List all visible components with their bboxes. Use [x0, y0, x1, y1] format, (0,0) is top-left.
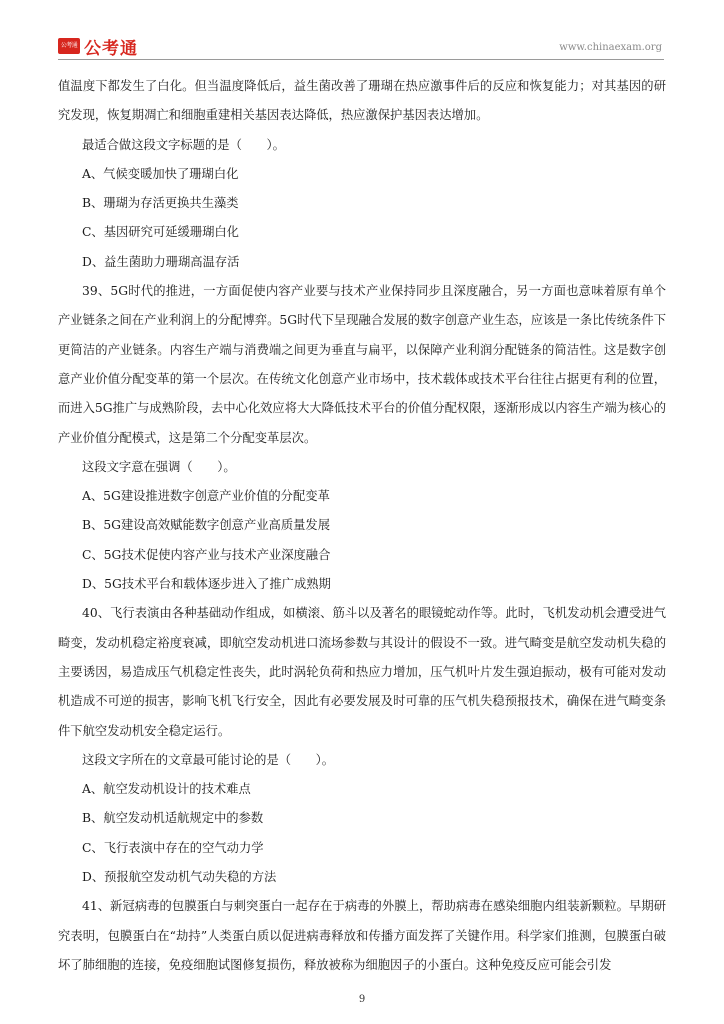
- logo-text: 公考通: [84, 39, 138, 59]
- paragraph-intro: 值温度下都发生了白化。但当温度降低后，益生菌改善了珊瑚在热应激事件后的反应和恢复能力；对其基因的研究发现，恢复期凋亡和细胞重建相关基因表达降低，热应激保护基因表达增加。: [58, 79, 666, 123]
- question-40-option-c: C、飞行表演中存在的空气动力学: [82, 840, 264, 855]
- question-40-option-a: A、航空发动机设计的技术难点: [82, 782, 251, 797]
- question-39-text: 39、5G时代的推进，一方面促使内容产业要与技术产业保持同步且深度融合，另一方面也意味着原有单个产业链条之间在产业利润上的分配博弈。5G时代下呈现融合发展的数字创意产业生态，应该是一条比传统条件下更简洁的产业链条。内容生产端与消费端之间更为垂直与扁平，以保障产业利润分配链条的简洁性。这是数字创意产业价值分配变革的第一个层次。在传统文化创意产业市场中，技术载体或技术平台往往占据更有利的位置，而进入5G推广与成熟阶段，去中心化效应将大大降低技术平台的价值分配权限，逐渐形成以内容生产端为核心的产业价值分配模式，这是第二个分配变革层次。: [58, 284, 666, 445]
- question-38-option-c: C、基因研究可延缓珊瑚白化: [82, 225, 239, 240]
- question-38-stem: 最适合做这段文字标题的是（ ）。: [82, 137, 285, 152]
- question-39-option-c: C、5G技术促使内容产业与技术产业深度融合: [82, 547, 331, 562]
- question-41-text: 41、新冠病毒的包膜蛋白与刺突蛋白一起存在于病毒的外膜上，帮助病毒在感染细胞内组装新颗粒。早期研究表明，包膜蛋白在“劫持”人类蛋白质以促进病毒释放和传播方面发挥了关键作用。科学家们推测，包膜蛋白破坏了肺细胞的连接，免疫细胞试图修复损伤，释放被称为细胞因子的小蛋白。这种免疫反应可能会引发: [58, 899, 666, 972]
- question-38-option-d: D、益生菌助力珊瑚高温存活: [82, 254, 240, 269]
- question-40-option-d: D、预报航空发动机气动失稳的方法: [82, 870, 277, 885]
- question-38-option-b: B、珊瑚为存活更换共生藻类: [82, 196, 239, 211]
- question-40-text: 40、飞行表演由各种基础动作组成，如横滚、筋斗以及著名的眼镜蛇动作等。此时，飞机发动机会遭受进气畸变，发动机稳定裕度衰减，即航空发动机进口流场参数与其设计的假设不一致。进气畸变是航空发动机失稳的主要诱因，易造成压气机稳定性丧失，此时涡轮负荷和热应力增加，压气机叶片发生强迫振动，极有可能对发动机造成不可逆的损害，影响飞机飞行安全，因此有必要发展及时可靠的压气机失稳预报技术，确保在进气畸变条件下航空发动机安全稳定运行。: [58, 606, 666, 738]
- question-40-stem: 这段文字所在的文章最可能讨论的是（ ）。: [82, 752, 335, 767]
- question-39-option-b: B、5G建设高效赋能数字创意产业高质量发展: [82, 518, 331, 533]
- page-header: [58, 36, 664, 58]
- question-39-stem: 这段文字意在强调（ ）。: [82, 459, 236, 474]
- logo-badge: 公考通: [58, 38, 80, 54]
- question-39-option-a: A、5G建设推进数字创意产业价值的分配变革: [82, 489, 330, 504]
- site-url[interactable]: www.chinaexam.org: [559, 42, 662, 53]
- header-divider: [58, 59, 664, 60]
- page-number: 9: [358, 994, 366, 1005]
- question-40-option-b: B、航空发动机适航规定中的参数: [82, 811, 264, 826]
- question-38-option-a: A、气候变暖加快了珊瑚白化: [82, 166, 239, 181]
- document-body: [58, 72, 666, 980]
- question-39-option-d: D、5G技术平台和载体逐步进入了推广成熟期: [82, 577, 331, 592]
